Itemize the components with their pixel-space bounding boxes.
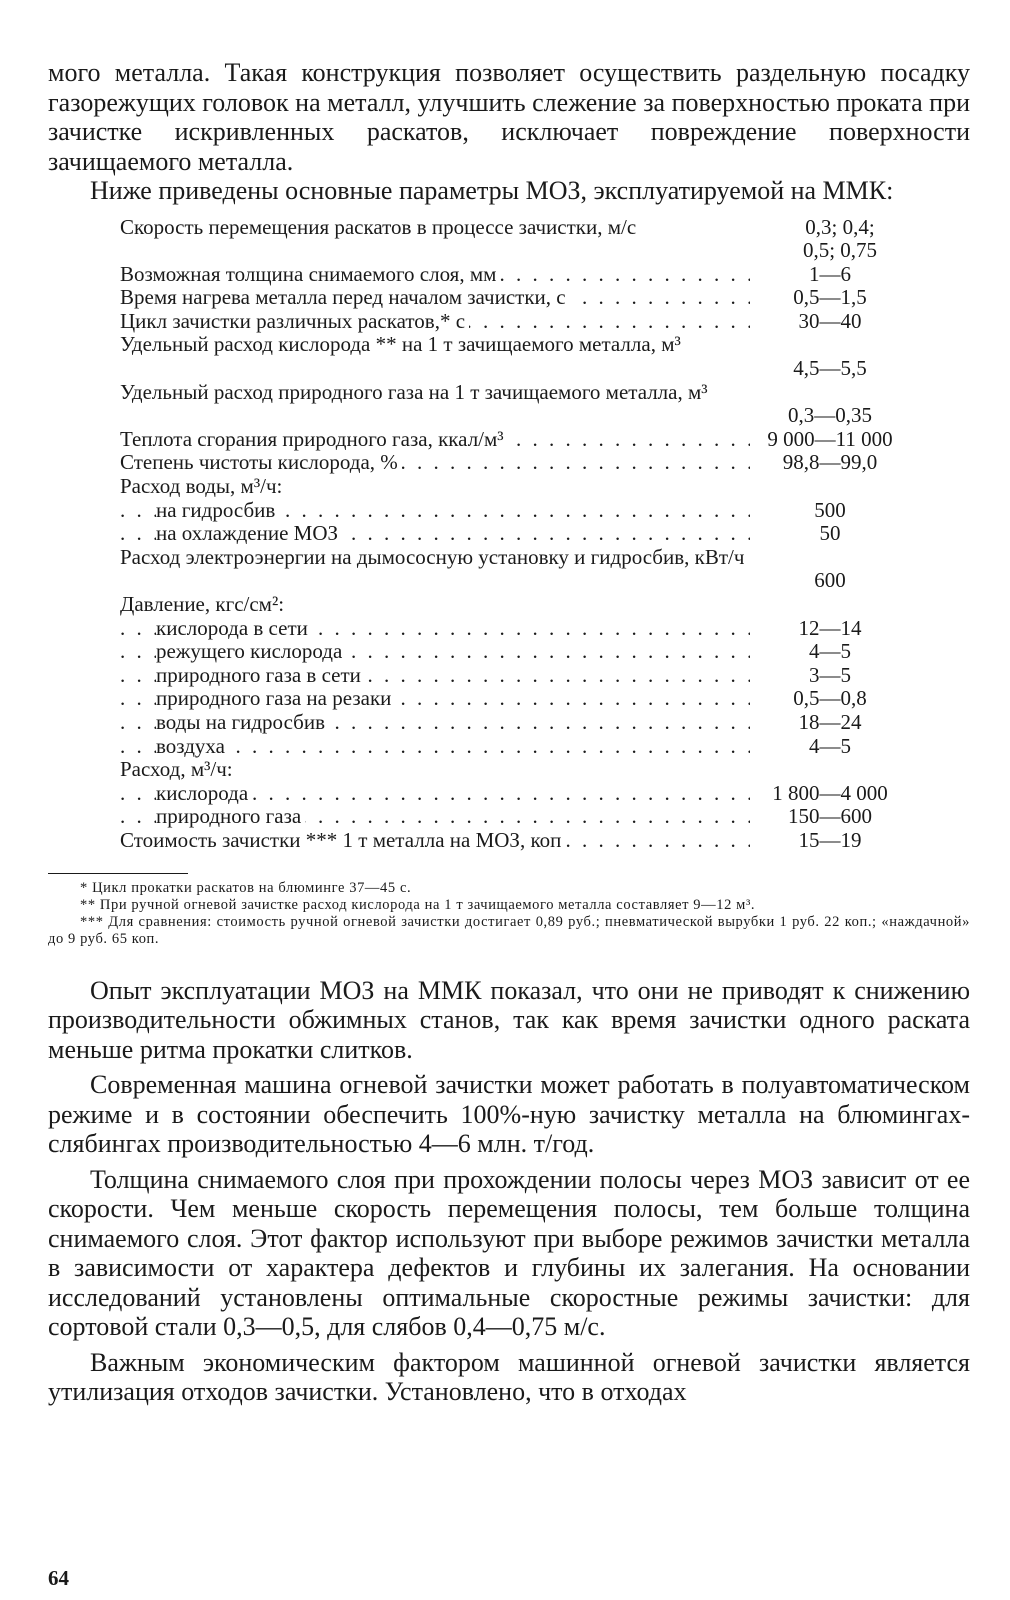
- param-value: 4,5—5,5: [793, 356, 867, 381]
- param-value: 9 000—11 000: [767, 426, 893, 451]
- paragraph-experience: Опыт эксплуатации МОЗ на ММК показал, что они не приводят к снижению производительности обжимных станов, так как время зачистки одного раската меньше ритма прокатки слитков.: [48, 975, 970, 1064]
- param-label: Расход, м³/ч:: [120, 758, 233, 782]
- param-label: Расход электроэнергии на дымососную установку и гидросбив, кВт/ч: [120, 545, 745, 569]
- page-number: 64: [48, 1566, 69, 1590]
- footnote: ** При ручной огневой зачистке расход кислорода на 1 т зачищаемого металла составляет 9—12 м³.: [80, 896, 756, 913]
- footnote-divider: [48, 873, 188, 874]
- param-label: кислорода . . .: [120, 782, 750, 806]
- param-label: воды на гидросбив . . .: [120, 711, 750, 735]
- param-row: [120, 711, 950, 735]
- param-label: природного газа на резаки . . .: [120, 687, 750, 711]
- param-group-heading: [120, 475, 950, 499]
- param-row: [120, 805, 950, 829]
- footnotes: [48, 880, 970, 948]
- param-label: на гидросбив . . .: [120, 499, 750, 523]
- param-label: Степень чистоты кислорода, % . . .: [120, 451, 750, 475]
- param-label: Цикл зачистки различных раскатов,* с . . .: [120, 310, 750, 334]
- param-row: [120, 499, 950, 523]
- param-value: 50: [819, 521, 841, 546]
- param-group-heading: [120, 758, 950, 782]
- param-row: [120, 829, 950, 853]
- param-row: [120, 263, 950, 287]
- param-row: [120, 381, 950, 428]
- param-row: [120, 687, 950, 711]
- param-value: 4—5: [809, 639, 851, 664]
- param-value: 0,5—1,5: [793, 285, 867, 310]
- param-value: 500: [814, 497, 846, 522]
- param-label: Скорость перемещения раскатов в процессе зачистки, м/с: [120, 215, 637, 239]
- param-label: на охлаждение МОЗ . . .: [120, 522, 750, 546]
- footnote: *** Для сравнения: стоимость ручной огневой зачистки достигает 0,89 руб.; пневматической вырубки 1 руб. 22 коп.; «наждачной» до 9 руб. 65 коп.: [48, 913, 970, 947]
- param-row: [120, 782, 950, 806]
- param-label: природного газа . . .: [120, 805, 750, 829]
- param-row: [120, 664, 950, 688]
- param-value: 98,8—99,0: [782, 450, 878, 475]
- param-label: Время нагрева металла перед началом зачистки, с . . .: [120, 286, 750, 310]
- param-value: 1—6: [809, 261, 851, 286]
- paragraph-params-intro: Ниже приведены основные параметры МОЗ, эксплуатируемой на ММК:: [90, 176, 894, 205]
- param-value: 3—5: [809, 662, 851, 687]
- param-label: Возможная толщина снимаемого слоя, мм . . .: [120, 263, 750, 287]
- param-row: [120, 546, 950, 593]
- param-row: [120, 286, 950, 310]
- paragraph-economic-factor: Важным экономическим фактором машинной огневой зачистки является утилизация отходов зачистки. Установлено, что в отходах: [48, 1347, 970, 1407]
- param-label: Расход воды, м³/ч:: [120, 475, 283, 499]
- param-value: 0,5—0,8: [793, 686, 867, 711]
- param-label: Теплота сгорания природного газа, ккал/м³ . . .: [120, 428, 750, 452]
- param-label: Стоимость зачистки *** 1 т металла на МОЗ, коп . . .: [120, 829, 750, 853]
- param-label: воздуха . . .: [120, 735, 750, 759]
- param-value: 600: [814, 568, 846, 593]
- param-value: 150—600: [788, 804, 872, 829]
- param-row: [120, 640, 950, 664]
- param-row: [120, 735, 950, 759]
- page-content: [48, 58, 970, 1407]
- paragraph-modern-machine: Современная машина огневой зачистки может работать в полуавтоматическом режиме и в состоянии обеспечить 100%-ную зачистку металла на блюмингах-слябингах производительностью 4—6 млн. т/год.: [48, 1070, 970, 1159]
- param-value: 12—14: [798, 615, 862, 640]
- param-value: 15—19: [798, 827, 862, 852]
- param-row: [120, 451, 950, 475]
- param-label: кислорода в сети . . .: [120, 617, 750, 641]
- param-value: 18—24: [798, 709, 862, 734]
- footnote: * Цикл прокатки раскатов на блюминге 37—45 с.: [80, 879, 412, 896]
- param-row: [120, 310, 950, 334]
- param-value: 4—5: [809, 733, 851, 758]
- param-value: 0,3—0,35: [788, 403, 872, 428]
- param-row: [120, 617, 950, 641]
- param-row: [120, 333, 950, 380]
- parameters-list: [120, 216, 950, 853]
- param-label: Удельный расход кислорода ** на 1 т зачищаемого металла, м³: [120, 333, 681, 357]
- param-value: 1 800—4 000: [772, 780, 888, 805]
- param-value: 0,3; 0,4; 0,5; 0,75: [802, 214, 878, 263]
- paragraph-continuation: мого металла. Такая конструкция позволяет осуществить раздельную посадку газорежущих головок на металл, улучшить слежение за поверхностью проката при зачистке искривленных раскатов, исключает повреждение поверхности зачищаемого металла.: [48, 58, 970, 176]
- param-value: 30—40: [798, 308, 862, 333]
- param-label: Удельный расход природного газа на 1 т зачищаемого металла, м³: [120, 380, 708, 404]
- param-label: Давление, кгс/см²:: [120, 593, 285, 616]
- param-row: [120, 522, 950, 546]
- param-row: [120, 216, 950, 263]
- paragraph-layer-thickness: Толщина снимаемого слоя при прохождении полосы через МОЗ зависит от ее скорости. Чем меньше скорость перемещения полосы, тем больше толщина снимаемого слоя. Этот фактор используют при выборе режимов зачистки металла в зависимости от характера дефектов и глубины их залегания. На основании исследований установлены оптимальные скоростные режимы зачистки: для сортовой стали 0,3—0,5, для слябов 0,4—0,75 м/с.: [48, 1164, 970, 1342]
- param-label: природного газа в сети . . .: [120, 664, 750, 688]
- param-row: [120, 428, 950, 452]
- param-label: режущего кислорода . . .: [120, 640, 750, 664]
- param-group-heading: [120, 593, 950, 617]
